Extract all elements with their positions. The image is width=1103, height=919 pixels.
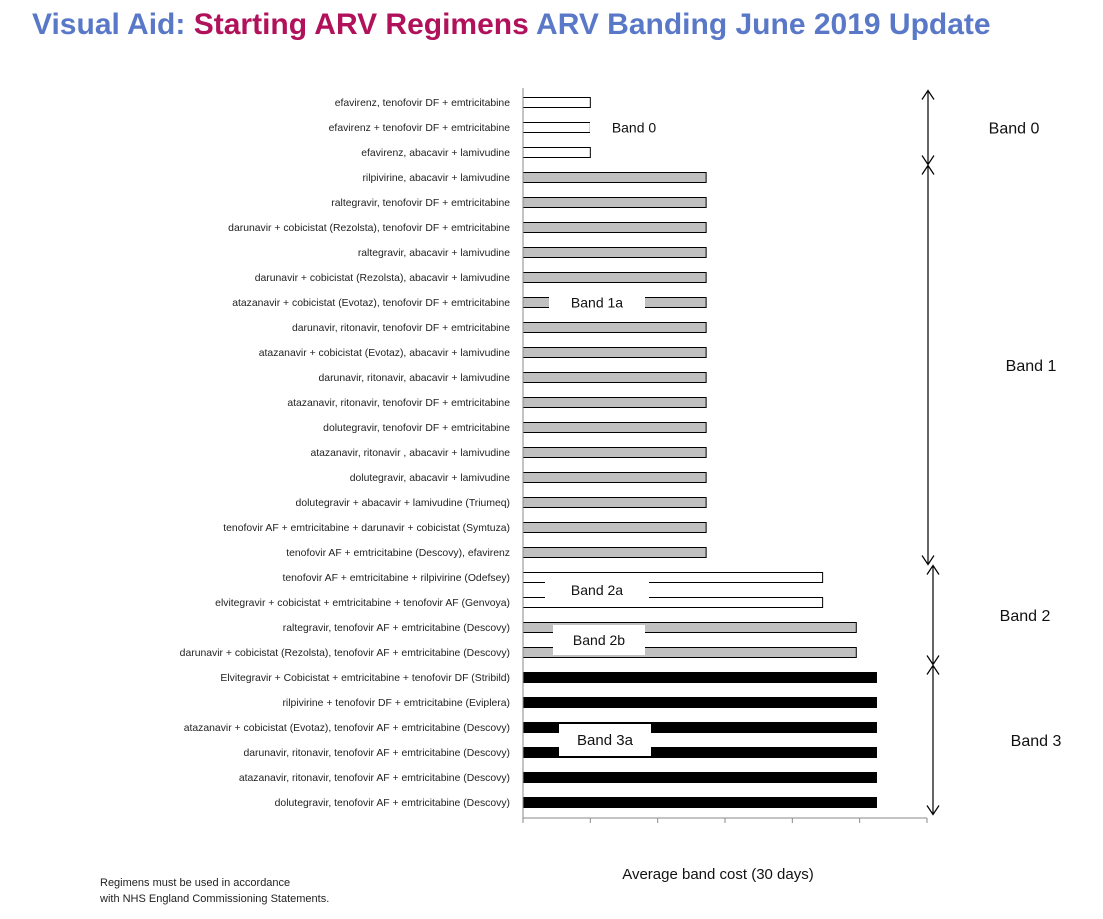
bar [523,273,706,283]
bar [523,548,706,558]
bar [523,423,706,433]
title-suffix: ARV Banding June 2019 Update [536,8,991,41]
band-label: Band 0 [611,119,657,136]
band-group-label: Band 0 [988,120,1040,138]
bar [523,148,590,158]
category-label: efavirenz, abacavir + lamivudine [361,148,510,159]
category-label: atazanavir + cobicistat (Evotaz), abacavir + lamivudine [258,348,510,359]
bar [523,123,590,133]
band-label: Band 2b [572,632,626,648]
bar [523,223,706,233]
bar [523,398,706,408]
category-label: tenofovir AF + emtricitabine (Descovy), efavirenz [286,548,510,559]
category-label: elvitegravir + cobicistat + emtricitabine + tenofovir AF (Genvoya) [215,598,510,609]
bar [523,698,876,708]
bar [523,448,706,458]
bar [523,173,706,183]
bar [523,673,876,683]
category-label: darunavir + cobicistat (Rezolsta), tenofovir DF + emtricitabine [228,223,510,234]
title-highlight: Starting ARV Regimens [193,8,529,41]
band-group-label: Band 3 [1010,733,1062,750]
category-label: rilpivirine + tenofovir DF + emtricitabine (Eviplera) [282,698,510,709]
category-label: darunavir + cobicistat (Rezolsta), tenofovir AF + emtricitabine (Descovy) [179,648,510,659]
category-label: atazanavir, ritonavir, tenofovir AF + emtricitabine (Descovy) [238,773,510,784]
bar [523,798,876,808]
category-label: darunavir + cobicistat (Rezolsta), abacavir + lamivudine [254,273,510,284]
category-label: atazanavir + cobicistat (Evotaz), tenofovir DF + emtricitabine [232,298,510,309]
title-prefix: Visual Aid: [32,8,186,41]
bar [523,773,876,783]
category-label: rilpivirine, abacavir + lamivudine [362,173,510,184]
category-label: darunavir, ritonavir, tenofovir DF + emtricitabine [291,323,510,334]
category-label: raltegravir, tenofovir DF + emtricitabine [331,198,510,209]
category-label: darunavir, ritonavir, tenofovir AF + emtricitabine (Descovy) [243,748,510,759]
bar [523,498,706,508]
category-label: atazanavir, ritonavir, tenofovir DF + emtricitabine [287,398,510,409]
x-axis-label: Average band cost (30 days) [622,866,814,883]
footnote-line-2: with NHS England Commissioning Statements. [100,893,330,905]
bar [523,98,590,108]
footnote [100,875,329,907]
category-label: dolutegravir, tenofovir DF + emtricitabine [323,423,510,434]
category-label: Elvitegravir + Cobicistat + emtricitabine + tenofovir DF (Stribild) [220,673,510,684]
category-label: tenofovir AF + emtricitabine + darunavir + cobicistat (Symtuza) [223,523,510,534]
band-group-label: Band 2 [999,608,1051,625]
band-label: Band 3a [577,732,633,749]
band-group-label: Band 1 [1005,358,1057,375]
category-label: dolutegravir + abacavir + lamivudine (Triumeq) [295,498,510,509]
category-label: raltegravir, tenofovir AF + emtricitabine (Descovy) [282,623,510,634]
category-label: efavirenz + tenofovir DF + emtricitabine [328,123,510,134]
category-label: dolutegravir, abacavir + lamivudine [349,473,510,484]
category-label: atazanavir, ritonavir , abacavir + lamivudine [310,448,510,459]
category-label: dolutegravir, tenofovir AF + emtricitabine (Descovy) [274,798,510,809]
category-label: atazanavir + cobicistat (Evotaz), tenofovir AF + emtricitabine (Descovy) [183,723,510,734]
band-label: Band 1a [570,294,624,311]
category-label: tenofovir AF + emtricitabine + rilpivirine (Odefsey) [282,573,510,584]
bar [523,373,706,383]
category-label: raltegravir, abacavir + lamivudine [357,248,510,259]
bar [523,473,706,483]
footnote-line-1: Regimens must be used in accordance [100,877,291,889]
category-label: efavirenz, tenofovir DF + emtricitabine [334,98,510,109]
bar [523,248,706,258]
bar [523,323,706,333]
category-label: darunavir, ritonavir, abacavir + lamivudine [318,373,510,384]
bar [523,348,706,358]
band-label: Band 2a [570,582,624,598]
bar [523,523,706,533]
bar [523,198,706,208]
